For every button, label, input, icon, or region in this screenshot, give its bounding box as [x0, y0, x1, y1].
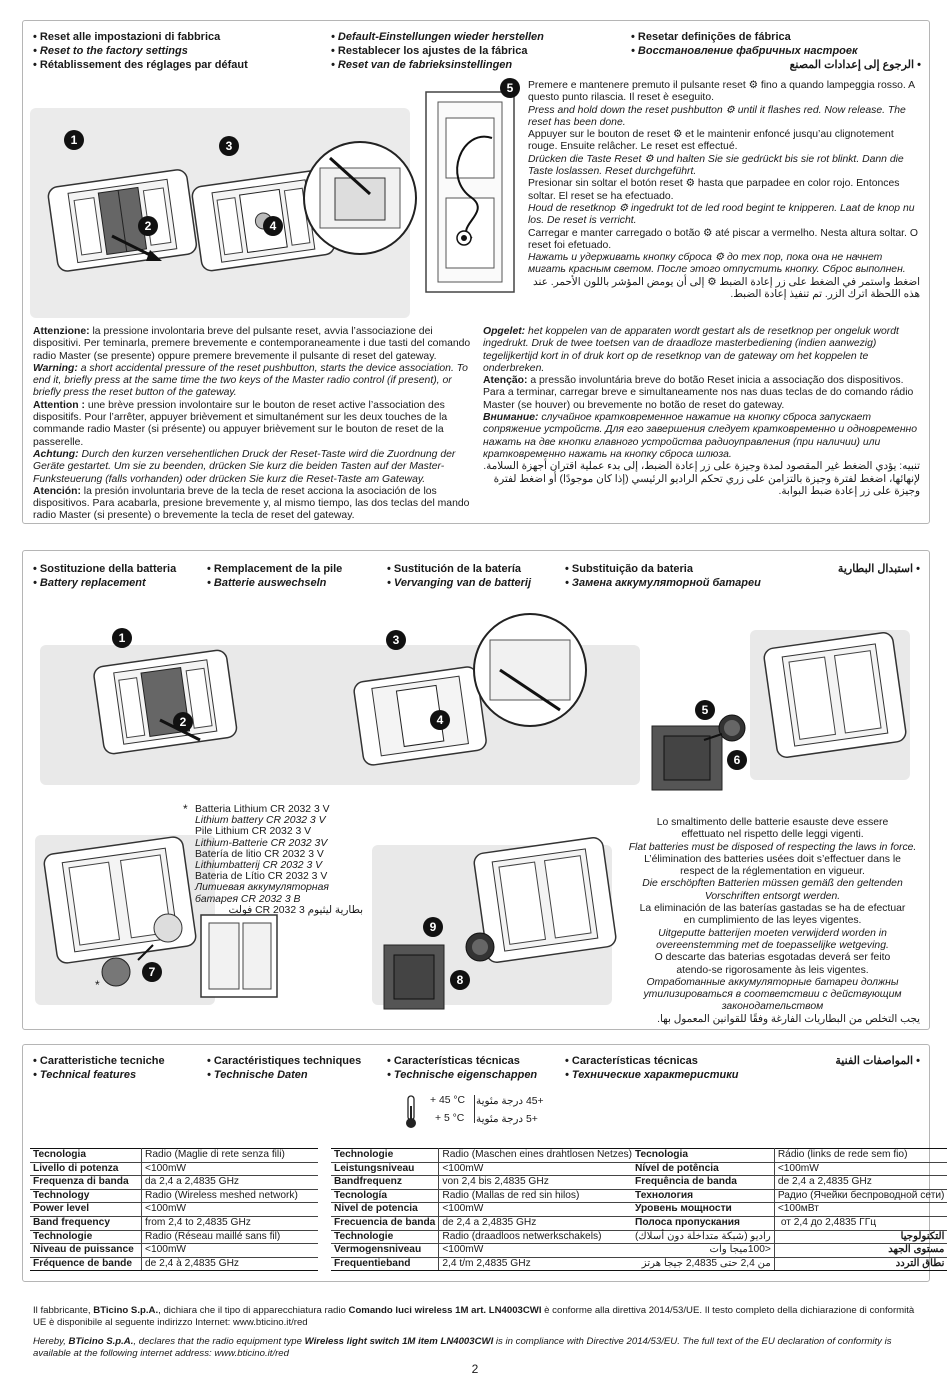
- spec-value: von 2,4 bis 2,4835 GHz: [439, 1176, 635, 1190]
- battery-step-2-badge: 2: [173, 712, 193, 732]
- disposal-es-1: La eliminación de las baterías gastadas se ha de efectuar: [639, 903, 906, 915]
- spec-row: [30, 1203, 318, 1217]
- spec-key: Tecnología: [331, 1189, 439, 1203]
- spec-key: Frecuencia de banda: [331, 1216, 439, 1230]
- spec-row: [632, 1244, 947, 1258]
- warning-left: [33, 326, 473, 523]
- spec-row: [30, 1257, 318, 1271]
- spec-value: Radio (Maglie di rete senza fili): [142, 1149, 319, 1163]
- spec-key: Полоса пропускания: [632, 1216, 774, 1230]
- battery-header-nl: • Vervanging van de batterij: [387, 577, 532, 589]
- declaration-it-mid: , dichiara che il tipo di apparecchiatura radio: [158, 1305, 349, 1316]
- spec-value: from 2,4 to 2,4835 GHz: [142, 1216, 319, 1230]
- declaration-it-company: BTicino S.p.A.: [93, 1305, 159, 1316]
- battery-header-es: • Sustitución de la batería: [387, 563, 522, 575]
- step5-nl: Houd de resetknop ⚙ ingedrukt tot de led rood begint te knipperen. Laat de knop nu los. De reset is verricht.: [528, 202, 915, 227]
- spec-value: 2,4 t/m 2,4835 GHz: [439, 1257, 635, 1271]
- disposal-text: [625, 817, 920, 1026]
- tech-header-col1: [33, 1054, 213, 1082]
- asterisk-bottom: *: [95, 978, 100, 992]
- spec-value: <100mW: [142, 1203, 319, 1217]
- step5-es: Presionar sin soltar el botón reset ⚙ hasta que parpadee en color rojo. Entonces soltar. El reset se ha efectuado.: [528, 178, 900, 202]
- temp-min-ar: +5 درجة مئوية: [476, 1114, 538, 1125]
- step5-instructions: [528, 80, 920, 301]
- spec-row: [632, 1203, 947, 1217]
- warning-ru-label: Внимание:: [483, 412, 539, 424]
- disposal-ru-1: Отработанные аккумуляторные батареи должны: [646, 976, 899, 988]
- spec-key: Fréquence de bande: [30, 1257, 142, 1271]
- battery-step-1-badge: 1: [112, 628, 132, 648]
- warning-de: [33, 449, 473, 486]
- disposal-nl-1: Uitgeputte batterijen moeten verwijderd worden in: [658, 927, 887, 939]
- spec-key: Band frequency: [30, 1216, 142, 1230]
- battery-label-ru-1: Литиевая аккумуляторная: [195, 882, 329, 894]
- spec-key: Frequência de banda: [632, 1176, 774, 1190]
- declaration-en-mid: , declares that the radio equipment type: [133, 1336, 305, 1347]
- spec-value: <100ميجا وات: [632, 1244, 774, 1258]
- declaration-en: [33, 1336, 921, 1360]
- disposal-it-2: effettuato nel rispetto delle leggi vigenti.: [681, 829, 864, 841]
- spec-key: نطاق التردد: [774, 1257, 947, 1271]
- spec-value: من 2,4 حتى 2,4835 جيجا هرتز: [632, 1257, 774, 1271]
- tech-header-col2: [207, 1054, 387, 1082]
- warning-nl-text: het koppelen van de apparaten wordt gestart als de resetknop per ongeluk wordt ingedrukt. Druk de twee toetsen van de draadloze masterbediening (indien aanwezig) tegelijkertijd kort in of druk kort op de resetknop van de gateway om het koppelen te onderbreken.: [483, 326, 899, 374]
- warning-en-text: a short accidental pressure of the reset pushbutton, starts the device association. To end it, briefly press at the same time the two keys of the Master radio control (if present), or briefly press the reset button of the gateway.: [33, 362, 468, 399]
- spec-value: <100mW: [439, 1244, 635, 1258]
- reset-header-col2: [331, 30, 621, 72]
- step5-pt: Carregar e manter carregado o botão ⚙ até piscar a vermelho. Nesta altura soltar. O reset foi efetuado.: [528, 227, 918, 251]
- spec-value: Radio (Réseau maillé sans fil): [142, 1230, 319, 1244]
- warning-fr-text: une brève pression involontaire sur le bouton de reset active l’association des dispositifs. Pour l’arrêter, appuyer brièvement et simultanément sur les deux touches de la commande radio Master (si présente) ou appuyer brièvement sur le bouton de reset de la passerelle.: [33, 399, 448, 448]
- disposal-ru-3: законодательством: [721, 1001, 824, 1013]
- step-2-badge: 2: [138, 216, 158, 236]
- spec-row: [632, 1216, 947, 1230]
- tech-header-es: • Características técnicas: [387, 1055, 520, 1067]
- warning-pt: [483, 375, 920, 412]
- spec-key: Power level: [30, 1203, 142, 1217]
- battery-header-fr: • Remplacement de la pile: [207, 563, 343, 575]
- disposal-fr-2: respect de la réglementation en vigueur.: [680, 866, 865, 878]
- declaration-en-product: Wireless light switch 1M item LN4003CWI: [304, 1336, 494, 1347]
- reset-illustration: [30, 78, 520, 320]
- warning-it-label: Attenzione:: [33, 326, 90, 337]
- spec-value: Radio (Maschen eines drahtlosen Netzes): [439, 1149, 635, 1163]
- spec-value: <100mW: [142, 1244, 319, 1258]
- spec-key: Nivel de potencia: [331, 1203, 439, 1217]
- battery-step-7-badge: 7: [142, 962, 162, 982]
- spec-value: da 2,4 a 2,4835 GHz: [142, 1176, 319, 1190]
- warning-de-text: Durch den kurzen versehentlichen Druck der Reset-Taste wird die Zuordnung der Geräte gestartet. Um sie zu beenden, drücken Sie kurz die beiden Tasten auf der Master-Funksteuerung (falls vorhanden) oder drücken Sie kurz die Reset-Taste am Gateway.: [33, 448, 456, 485]
- battery-header-col2: [207, 562, 387, 590]
- spec-key: Niveau de puissance: [30, 1244, 142, 1258]
- spec-key: Уровень мощности: [632, 1203, 774, 1217]
- spec-key: Tecnologia: [30, 1149, 142, 1163]
- spec-key: Vermogensniveau: [331, 1244, 439, 1258]
- temp-max-ar: +45 درجة مئوية: [476, 1096, 544, 1107]
- tech-header-ru: • Технические характеристики: [565, 1069, 739, 1081]
- spec-row: [331, 1149, 635, 1163]
- reset-header-de: • Default-Einstellungen wieder herstellen: [331, 31, 544, 43]
- reset-header-col1: [33, 30, 323, 72]
- battery-step-9-badge: 9: [423, 917, 443, 937]
- spec-value: <100mW: [142, 1162, 319, 1176]
- spec-row: [331, 1162, 635, 1176]
- battery-header-en: • Battery replacement: [33, 577, 146, 589]
- spec-row: [632, 1189, 947, 1203]
- declaration-en-company: BTicino S.p.A.: [68, 1336, 134, 1347]
- battery-step-4-badge: 4: [430, 710, 450, 730]
- page-number: 2: [471, 1362, 479, 1376]
- declaration-en-prefix: Hereby,: [33, 1336, 69, 1347]
- declaration-it-product: Comando luci wireless 1M art. LN4003CWI: [348, 1305, 542, 1316]
- step-5-badge: 5: [500, 78, 520, 98]
- step5-en: Press and hold down the reset pushbutton ⚙ until it flashes red. Now release. The reset has been done.: [528, 104, 906, 128]
- spec-value: Radio (Mallas de red sin hilos): [439, 1189, 635, 1203]
- warning-nl: [483, 326, 920, 375]
- reset-header-nl: • Reset van de fabrieksinstellingen: [331, 59, 513, 71]
- battery-header-pt: • Substituição da bateria: [565, 563, 693, 575]
- battery-label-it: Batteria Lithium CR 2032 3 V: [195, 804, 330, 815]
- warning-right: [483, 326, 920, 498]
- battery-label-es: Batería de litio CR 2032 3 V: [195, 848, 324, 860]
- zoom-circle: [300, 138, 420, 258]
- spec-row: [632, 1149, 947, 1163]
- spec-row: [30, 1244, 318, 1258]
- warning-pt-label: Atenção:: [483, 375, 528, 387]
- thermometer-icon: [403, 1094, 419, 1130]
- temp-bracket: [470, 1095, 475, 1123]
- disposal-en: Flat batteries must be disposed of respecting the laws in force.: [628, 841, 917, 853]
- step5-de: Drücken die Taste Reset ⚙ und halten Sie sie gedrückt bis sie rot blinkt. Dann die Taste loslassen. Reset durchgeführt.: [528, 153, 904, 178]
- spec-row: [331, 1244, 635, 1258]
- battery-header-ar: • استبدال البطارية: [837, 563, 920, 575]
- battery-label-de: Lithium-Batterie CR 2032 3V: [195, 837, 328, 849]
- warning-ru: [483, 412, 920, 461]
- spec-row: [632, 1162, 947, 1176]
- warning-ar: تنبيه: يؤدي الضغط غير المقصود لمدة وجيزة على زر إعادة الضبط، إلى بدء عملية اقتران أجهزة السلامة. لإنهائها، اضغط لفترة وجيزة بالتزامن على زري تحكم الراديو الرئيسي (إذا كان موجودًا) أو اضغط لفترة وجيزة على زر إعادة ضبط البوابة.: [483, 461, 920, 497]
- disposal-ar: يجب التخلص من البطاريات الفارغة وفقًا للقوانين المعمول بها.: [657, 1013, 920, 1025]
- reset-header-en: • Reset to the factory settings: [33, 45, 188, 57]
- spec-row: [632, 1230, 947, 1244]
- temp-max: + 45 °C: [430, 1095, 466, 1106]
- battery-zoom-circle: [470, 610, 590, 730]
- temp-min: + 5 °C: [435, 1113, 465, 1124]
- warning-en-label: Warning:: [33, 362, 78, 374]
- tech-header-nl: • Technische eigenschappen: [387, 1069, 538, 1081]
- battery-label-nl: Lithiumbatterij CR 2032 3 V: [195, 860, 323, 872]
- battery-header-de: • Batterie auswechseln: [207, 577, 327, 589]
- reset-header-col3: [631, 30, 921, 72]
- step-1-badge: 1: [64, 130, 84, 150]
- spec-key: Technologie: [30, 1230, 142, 1244]
- spec-key: Technologie: [331, 1230, 439, 1244]
- declaration-it: [33, 1305, 921, 1329]
- declaration-it-prefix: Il fabbricante,: [33, 1305, 94, 1316]
- tech-header-en: • Technical features: [33, 1069, 137, 1081]
- spec-value: Radio (draadloos netwerkschakels): [439, 1230, 635, 1244]
- reset-header-es: • Restablecer los ajustes de la fábrica: [331, 45, 528, 57]
- disposal-de-1: Die erschöpften Batterien müssen gemäß den geltenden: [642, 878, 903, 890]
- spec-value: от 2,4 до 2,4835 ГГц: [774, 1216, 947, 1230]
- battery-label-pt: Bateria de Lítio CR 2032 3 V: [195, 871, 328, 883]
- battery-label-fr: Pile Lithium CR 2032 3 V: [195, 826, 312, 838]
- battery-label-ru-2: батарея CR 2032 3 В: [195, 893, 301, 905]
- battery-module-2: [378, 925, 508, 1015]
- spec-value: <100mW: [439, 1162, 635, 1176]
- step5-fr: Appuyer sur le bouton de reset ⚙ et le maintenir enfoncé jusqu’au clignotement rouge. Ensuite relâcher. Le reset est effectué.: [528, 129, 894, 153]
- battery-header-ru: • Замена аккумуляторной батареи: [565, 577, 761, 589]
- battery-step-5-badge: 5: [695, 700, 715, 720]
- disposal-es-2: en cumplimiento de las leyes vigentes.: [683, 915, 862, 927]
- spec-key: Tecnologia: [632, 1149, 774, 1163]
- reset-header-fr: • Rétablissement des réglages par défaut: [33, 59, 248, 71]
- spec-key: Technology: [30, 1189, 142, 1203]
- step-3-badge: 3: [219, 136, 239, 156]
- module-with-battery: [195, 905, 285, 1005]
- spec-table-pt-ru-ar: [632, 1148, 947, 1271]
- battery-type-labels: [183, 804, 363, 916]
- warning-en: [33, 363, 473, 400]
- battery-step-3-badge: 3: [386, 630, 406, 650]
- spec-row: [30, 1189, 318, 1203]
- switch-drawing-1: [42, 158, 202, 278]
- spec-row: [331, 1189, 635, 1203]
- spec-key: Nível de potência: [632, 1162, 774, 1176]
- warning-es-text: la presión involuntaria breve de la tecla de reset acciona la asociación de los dispositivos. Para acabarla, presione brevemente y, al mismo tiempo, las dos teclas del mando radio Master (si presente) o brevemente la tecla de reset del gateway.: [33, 485, 470, 522]
- spec-key: Technologie: [331, 1149, 439, 1163]
- step-4-badge: 4: [263, 216, 283, 236]
- battery-switch-3: [760, 620, 910, 770]
- warning-fr-label: Attention :: [33, 399, 85, 411]
- spec-row: [331, 1176, 635, 1190]
- spec-value: راديو (شبكة متداخلة دون أسلاك): [632, 1230, 774, 1244]
- tech-header-ar: • المواصفات الفنية: [835, 1055, 920, 1067]
- spec-row: [331, 1216, 635, 1230]
- battery-header-col3: [387, 562, 567, 590]
- warning-nl-label: Opgelet:: [483, 326, 526, 337]
- spec-row: [30, 1216, 318, 1230]
- spec-value: Радио (Ячейки беспроводной сети): [774, 1189, 947, 1203]
- spec-value: <100мВт: [774, 1203, 947, 1217]
- disposal-de-2: Vorschriften entsorgt werden.: [704, 890, 841, 902]
- reset-header-it: • Reset alle impostazioni di fabbrica: [33, 31, 221, 43]
- warning-ru-text: случайное кратковременное нажатие на кнопку сброса запускает сопряжение устройств. Для его завершения следует кратковременно и одновременно нажать на две кнопки главного устройства радиоуправления (при наличии) или кратковременно нажать на кнопку сброса шлюза.: [483, 412, 918, 460]
- spec-row: [30, 1149, 318, 1163]
- battery-header-col4: [565, 562, 765, 590]
- warning-pt-text: a pressão involuntária breve do botão Reset inicia a associação dos dispositivos. Para a terminar, carregar breve e simultaneamente nos nas duas teclas de do comando rádio Master (se houver) ou brevemente no botão de reset do gateway.: [483, 375, 914, 411]
- spec-row: [331, 1230, 635, 1244]
- spec-key: Frequenza di banda: [30, 1176, 142, 1190]
- spec-value: de 2,4 a 2,4835 GHz: [774, 1176, 947, 1190]
- tech-header-de: • Technische Daten: [207, 1069, 308, 1081]
- battery-switch-2: [350, 660, 490, 770]
- battery-label-en: Lithium battery CR 2032 3 V: [195, 815, 326, 827]
- battery-label-ar: بطارية ليثيوم CR 2032 3 فولت: [228, 904, 363, 916]
- spec-value: Radio (Wireless meshed network): [142, 1189, 319, 1203]
- battery-step-8-badge: 8: [450, 970, 470, 990]
- spec-key: Frequentieband: [331, 1257, 439, 1271]
- warning-es: [33, 486, 473, 523]
- warning-it-text: la pressione involontaria breve del pulsante reset, avvia l’associazione dei dispositivi. Per teminarla, premere brevemente e contemporaneamente i due tasti del comando radio Master (se presente) oppure premere brevemente il pulsante di reset del gateway.: [33, 326, 471, 362]
- tech-header-col3: [387, 1054, 567, 1082]
- tech-header-col4: [565, 1054, 765, 1082]
- spec-row: [331, 1203, 635, 1217]
- declaration-it-rest: è conforme alla direttiva 2014/53/UE. Il testo completo della dichiarazione di conformità UE è disponibile al seguente indirizzo Internet: www.bticino.it/red: [33, 1305, 915, 1328]
- warning-it: [33, 326, 473, 363]
- reset-header-pt: • Resetar definições de fábrica: [631, 31, 791, 43]
- disposal-pt-1: O descarte das baterias esgotadas deverá ser feito: [654, 952, 891, 964]
- disposal-it-1: Lo smaltimento delle batterie esauste deve essere: [656, 817, 889, 828]
- spec-value: Rádio (links de rede sem fio): [774, 1149, 947, 1163]
- spec-row: [30, 1230, 318, 1244]
- battery-switch-1: [90, 640, 240, 760]
- spec-key: مستوى الجهد: [774, 1244, 947, 1258]
- disposal-nl-2: overeenstemming met de toepasselijke wetgeving.: [656, 939, 889, 951]
- spec-value: de 2,4 a 2,4835 GHz: [439, 1216, 635, 1230]
- spec-value: de 2,4 à 2,4835 GHz: [142, 1257, 319, 1271]
- tech-header-it: • Caratteristiche tecniche: [33, 1055, 165, 1067]
- warning-de-label: Achtung:: [33, 448, 79, 460]
- battery-asterisk: *: [183, 802, 188, 816]
- spec-key: التكنولوجيا: [774, 1230, 947, 1244]
- spec-row: [632, 1257, 947, 1271]
- spec-table-it-en-fr: [30, 1148, 318, 1271]
- tech-header-pt: • Características técnicas: [565, 1055, 698, 1067]
- spec-row: [632, 1176, 947, 1190]
- disposal-fr-1: L’élimination des batteries usées doit s’effectuer dans le: [644, 853, 901, 865]
- reset-header-ru: • Восстановление фабричных настроек: [631, 45, 858, 57]
- spec-value: <100mW: [439, 1203, 635, 1217]
- spec-key: Leistungsniveau: [331, 1162, 439, 1176]
- declaration-en-rest: is in compliance with Directive 2014/53/EU. The full text of the EU declaration of conformity is available at the following internet address: www.bticino.it/red: [33, 1336, 892, 1359]
- step5-ar: اضغط واستمر في الضغط على زر إعادة الضبط ⚙ إلى أن يومض المؤشر باللون الأحمر. عند هذه اللحظة اترك الزر. تم تنفيذ إعادة الضبط.: [533, 276, 920, 301]
- battery-step-6-badge: 6: [727, 750, 747, 770]
- disposal-pt-2: atendo-se rigorosamente às leis vigentes.: [676, 964, 869, 976]
- tech-header-fr: • Caractéristiques techniques: [207, 1055, 362, 1067]
- spec-row: [331, 1257, 635, 1271]
- spec-table-de-es-nl: [331, 1148, 635, 1271]
- step5-ru: Нажать и удерживать кнопку сброса ⚙ до тех пор, пока она не начнет мигать красным светом. После этого отпустить кнопку. Сброс выполнен.: [528, 252, 906, 276]
- battery-illustration-top: [30, 600, 920, 790]
- disposal-ru-2: утилизироваться в соответствии с действующим: [643, 989, 902, 1001]
- spec-key: Bandfrequenz: [331, 1176, 439, 1190]
- step5-it: Premere e mantenere premuto il pulsante reset ⚙ fino a quando lampeggia rosso. A questo punto rilascia. Il reset è eseguito.: [528, 80, 915, 104]
- reset-header-ar: • الرجوع إلى إعدادات المصنع: [789, 59, 921, 71]
- warning-es-label: Atención:: [33, 485, 81, 497]
- spec-key: Технология: [632, 1189, 774, 1203]
- spec-row: [30, 1162, 318, 1176]
- warning-fr: [33, 400, 473, 449]
- spec-value: <100mW: [774, 1162, 947, 1176]
- module-drawing: [422, 88, 518, 298]
- battery-header-col1: [33, 562, 213, 590]
- spec-row: [30, 1176, 318, 1190]
- spec-key: Livello di potenza: [30, 1162, 142, 1176]
- battery-header-it: • Sostituzione della batteria: [33, 563, 177, 575]
